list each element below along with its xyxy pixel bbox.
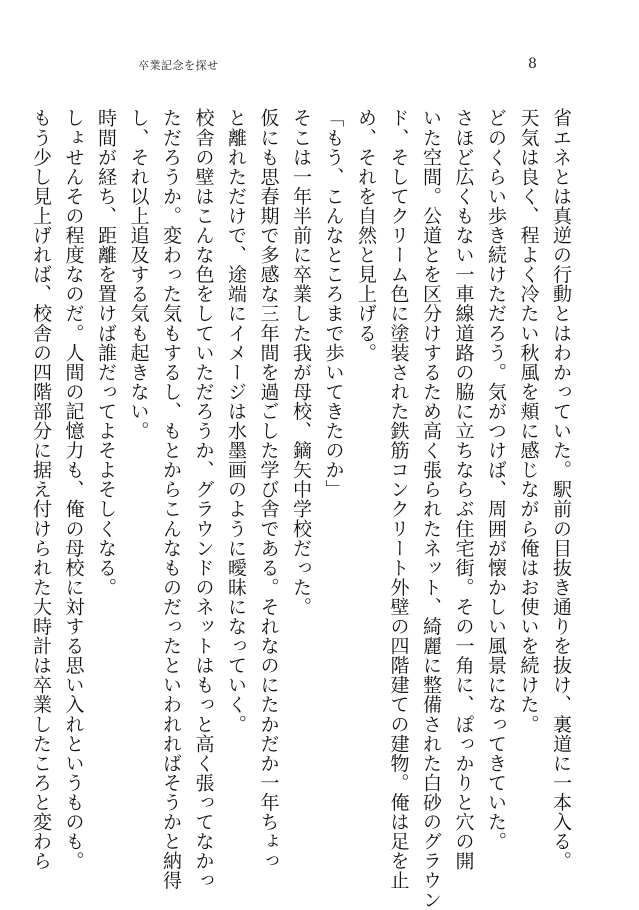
text-line: もう少し見上げれば、校舎の四階部分に据え付けられた大時計は卒業したころと変わら bbox=[30, 108, 52, 871]
text-line: ド、そしてクリーム色に塗装された鉄筋コンクリート外壁の四階建ての建物。俺は足を止 bbox=[387, 108, 410, 890]
text-line: と離れただけで、途端にイメージは水墨画のように曖昧になっていく。 bbox=[225, 108, 247, 734]
text-line: しょせんその程度なのだ。人間の記憶力も、俺の母校に対する思い入れというものも。 bbox=[62, 108, 85, 871]
text-line: 省エネとは真逆の行動とはわかっていた。駅前の目抜き通りを抜け、裏道に一本入る。 bbox=[550, 108, 572, 871]
text-line: 「もう、こんなところまで歩いてきたのか」 bbox=[322, 108, 345, 499]
text-line: め、それを自然と見上げる。 bbox=[355, 108, 377, 363]
text-line: 天気は良く、程よく冷たい秋風を頬に感じながら俺はお使いを続けた。 bbox=[517, 108, 540, 734]
text-line: 仮にも思春期で多感な三年間を過ごした学び舎である。それなのにたかだか一年ちょっ bbox=[257, 108, 280, 871]
text-line: 校舎の壁はこんな色をしていただろうか、グラウンドのネットはもっと高く張ってなかっ bbox=[192, 108, 215, 890]
text-line: 時間が経ち、距離を置けば誰だってよそよそしくなる。 bbox=[95, 108, 117, 597]
page-number: 8 bbox=[528, 56, 537, 72]
text-line: し、それ以上追及する気も起きない。 bbox=[127, 108, 150, 441]
text-line: いた空間。公道とを区分けするため高く張られたネット、綺麗に整備された白砂のグラウン bbox=[420, 108, 442, 910]
text-line: ただろうか。変わった気もするし、もとからこんなものだったといわれればそうかと納得 bbox=[160, 108, 182, 890]
text-line: そこは一年半前に卒業した我が母校、鏑矢中学校だった。 bbox=[290, 108, 312, 617]
text-line: さほど広くもない一車線道路の脇に立ちならぶ住宅街。その一角に、ぽっかりと穴の開 bbox=[452, 108, 475, 871]
running-head-title: 卒業記念を探せ bbox=[138, 59, 219, 72]
text-line: どのくらい歩き続けただろう。気がつけば、周囲が懐かしい風景になってきていた。 bbox=[485, 108, 507, 851]
body-text bbox=[30, 108, 577, 910]
